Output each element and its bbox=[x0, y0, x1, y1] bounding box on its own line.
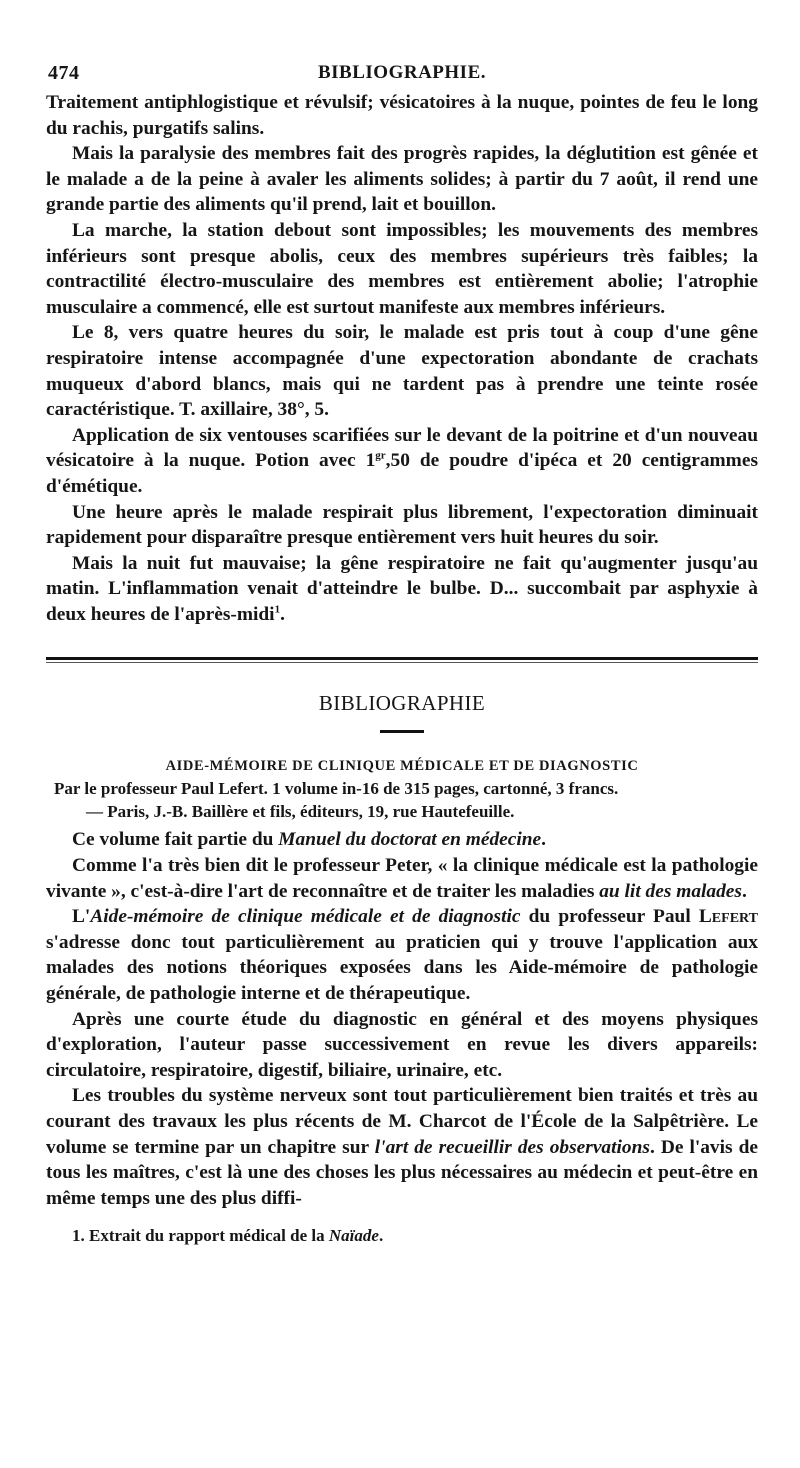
review-5-end: . De l'avis de tous les maîtres, c'est là une des choses les plus nécessaires au médecin et peut-être en même temps une des plus diffi- bbox=[46, 1136, 758, 1209]
paragraph-paralysis: Mais la paralysie des membres fait des progrès rapides, la déglutition est gênée et le malade a de la peine à avaler les aliments solides; à partir du 7 août, il rend une grande partie des aliments qu'il prend, lait et bouillon. bbox=[46, 143, 758, 216]
review-3-end: s'adresse donc tout particulièrement au praticien qui y trouve l'application aux malades des notions théoriques exposées dans les Aide-mémoire de pathologie générale, de pathologie interne et de thérapeutique. bbox=[46, 931, 758, 1005]
review-text bbox=[46, 827, 758, 1211]
paragraph-application bbox=[46, 423, 758, 500]
footnote-italic: Naïade bbox=[328, 1226, 379, 1246]
review-2-italic: au lit des malades bbox=[599, 880, 742, 902]
book-author-line: Par le professeur Paul Lefert. 1 volume in-16 de 315 pages, cartonné, 3 francs. bbox=[54, 779, 619, 799]
review-paragraph-3 bbox=[46, 904, 758, 1006]
review-3-mid: du professeur Paul bbox=[520, 906, 699, 928]
running-title: BIBLIOGRAPHIE. bbox=[317, 62, 486, 83]
review-5-italic: l'art de recueillir des observations bbox=[374, 1136, 650, 1158]
paragraph-treatment: Traitement antiphlogistique et révulsif; vésicatoires à la nuque, pointes de feu le long du rachis, purgatifs salins. bbox=[46, 92, 758, 139]
review-5-text: Les troubles du système nerveux sont tout particulièrement bien traités et très au courant des travaux les plus récents de M. Charcot de l'École de la Salpêtrière. Le volume se termine par un chapitre sur bbox=[46, 1085, 758, 1158]
review-2-end: . bbox=[741, 880, 747, 902]
paragraph-improvement: Une heure après le malade respirait plus librement, l'expectoration diminuait rapidement pour disparaître presque entièrement vers huit heures du soir. bbox=[46, 501, 758, 549]
footnote-number: 1. bbox=[72, 1226, 85, 1246]
footnote-text: Extrait du rapport médical de la bbox=[84, 1226, 329, 1246]
review-paragraph-5 bbox=[46, 1083, 758, 1211]
review-3-italic: Aide-mémoire de clinique médicale et de diagnostic bbox=[90, 906, 521, 928]
review-1-text: Ce volume fait partie du bbox=[72, 829, 279, 851]
review-paragraph-4: Après une courte étude du diagnostic en général et des moyens physiques d'exploration, l'auteur passe successivement en revue les divers appareils: circulatoire, respiratoire, digestif, biliaire, urinaire, etc. bbox=[46, 1008, 758, 1081]
book-title: AIDE-MÉMOIRE DE CLINIQUE MÉDICALE ET DE DIAGNOSTIC bbox=[165, 758, 639, 775]
book-publisher-line: — Paris, J.-B. Baillère et fils, éditeurs, 19, rue Hautefeuille. bbox=[86, 802, 515, 822]
superscript-unit: gr bbox=[375, 449, 386, 462]
page-number: 474 bbox=[48, 62, 80, 84]
review-paragraph-1 bbox=[46, 827, 758, 853]
section-divider bbox=[46, 657, 758, 660]
running-head bbox=[46, 56, 758, 90]
author-name: Lefert bbox=[698, 906, 758, 928]
observation-text bbox=[46, 90, 758, 627]
review-paragraph-2 bbox=[46, 853, 758, 904]
document-page bbox=[46, 56, 758, 1247]
footnote-reference: 1 bbox=[274, 603, 281, 616]
section-heading: BIBLIOGRAPHIE bbox=[318, 691, 486, 716]
book-meta bbox=[46, 777, 758, 823]
paragraph-gait: La marche, la station debout sont impossibles; les mouvements des membres inférieurs sont presque abolis, ceux des membres supérieurs très faibles; la contractilité électro-musculaire des membres est entièrement abolie; l'atrophie musculaire a commencé, elle est surtout manifeste aux membres inférieurs. bbox=[46, 219, 758, 318]
review-1-italic: Manuel du doctorat en médecine bbox=[278, 829, 542, 851]
application-text-start: Application de six ventouses scarifiées sur le devant de la poitrine et d'un nouveau vésicatoire à la nuque. Potion avec 1 bbox=[46, 424, 758, 472]
heading-dash bbox=[380, 730, 424, 733]
death-text: Mais la nuit fut mauvaise; la gêne respiratoire ne fait qu'augmenter jusqu'au matin. L'inflammation venait d'atteindre le bulbe. D... succombait par asphyxie à deux heures de l'après-midi bbox=[46, 552, 758, 625]
death-text-end: . bbox=[280, 603, 285, 625]
review-1-end: . bbox=[541, 829, 546, 851]
application-text-end: ,50 de poudre d'ipéca et 20 centigrammes d'émétique. bbox=[46, 450, 758, 497]
review-2-text: Comme l'a très bien dit le professeur Peter, « la clinique médicale est la pathologie vivante », c'est-à-dire l'art de reconnaître et de traiter les maladies bbox=[46, 855, 758, 902]
paragraph-death bbox=[46, 551, 758, 628]
review-3-start: L' bbox=[72, 906, 91, 928]
footnote-end: . bbox=[378, 1226, 384, 1246]
footnote bbox=[46, 1225, 758, 1247]
paragraph-respiratory: Le 8, vers quatre heures du soir, le malade est pris tout à coup d'une gêne respiratoire intense accompagnée d'une expectoration abondante de crachats muqueux d'abord blancs, mais qui ne tardent pas à prendre une teinte rosée caractéristique. T. axillaire, 38°, 5. bbox=[46, 322, 758, 421]
